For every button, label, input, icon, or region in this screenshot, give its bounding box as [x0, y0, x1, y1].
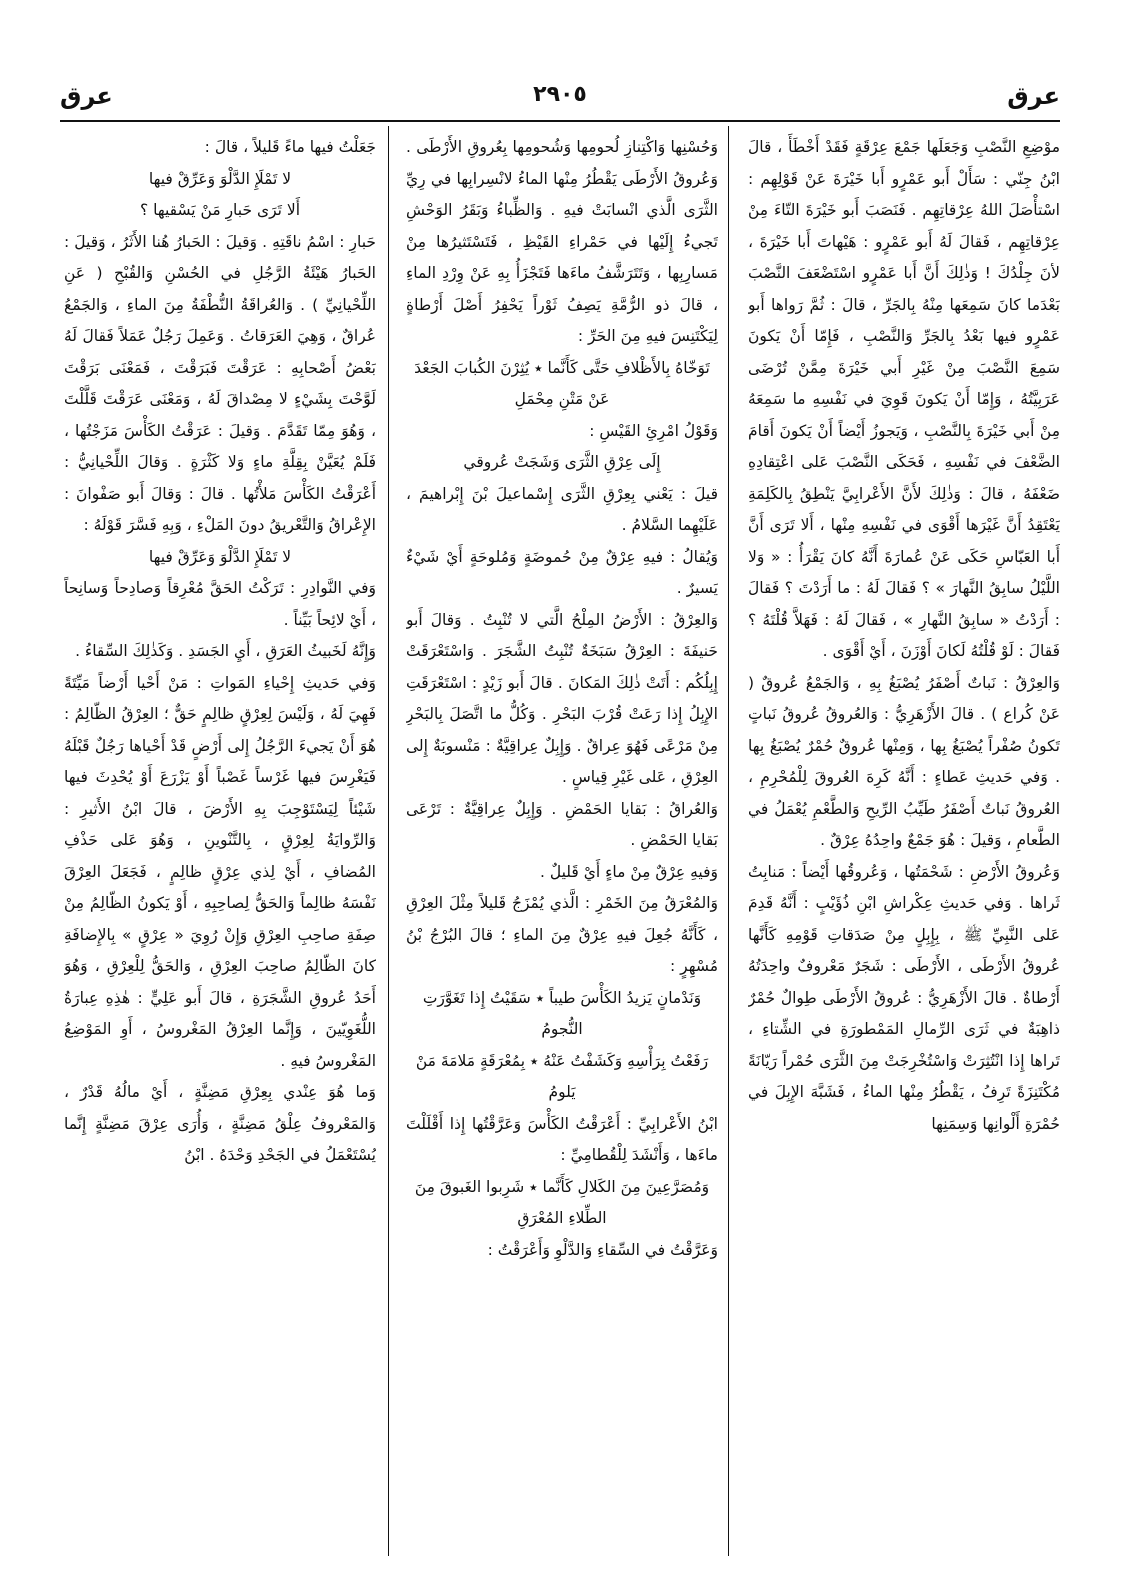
verse-line: رَفَعْتُ بِرَأْسِهِ وَكَشَفْتُ عَنْهُ ٭ بِمُعْرَقَةٍ مَلامَةَ مَنْ يَلومُ: [415, 1051, 709, 1101]
entry-paragraph: جَعَلْتُ فيها ماءً قَليلاً ، قالَ :: [204, 138, 376, 156]
verse-line: إِلَى عِرْقِ الثَّرَى وَشَجَتْ عُروقي: [463, 453, 661, 471]
entry-paragraph: موْضِعِ النَّصْبِ وَجَعَلَها جَمْعَ عِرْقَةٍ فَقَدْ أَخْطَأَ ، قالَ ابْنُ جِنّي : سَأَلْ أَبو عَمْرٍو أَبا خَيْرَةَ عَنْ قَوْلِهِم : اسْتأْصَلَ اللهُ عِرْقاتِهِم . فَنَصَبَ أَبو خَيْرَةَ التّاءَ مِنْ عِرْقاتِهِم ، فَقالَ لَهُ أَبو عَمْرٍو : هَيْهاتَ أَبا خَيْرَةَ ، لأنَ جِلْدُكَ ! وَذٰلِكَ أَنَّ أَبا عَمْرٍو اسْتَضْعَفَ النَّصْبَ بَعْدَما كانَ سَمِعَها مِنْهُ بِالجَرِّ ، قالَ : ثُمَّ رَواها أَبو عَمْرٍو فيها بَعْدُ بِالجَرِّ وَالنَّصْبِ ، فَإِمّا أَنْ يَكونَ سَمِعَ النَّصْبَ مِنْ غَيْرِ أَبي خَيْرَةَ مِمَّنْ تُرْضَى عَرَبِيَّتُهُ ، وَإِمّا أَنْ يَكونَ قَوِيَ في نَفْسِهِ ما سَمِعَهُ مِنْ أَبي خَيْرَةَ بِالنَّصْبِ ، وَيَجوزُ أَيْضاً أَنْ يَكونَ أَقامَ الضَّعْفَ في نَفْسِهِ ، فَحَكَى النَّصْبَ عَلى اعْتِقادِهِ ضَعْفَهُ ، قالَ : وَذٰلِكَ لأَنَّ الأَعْرابِيَّ يَنْطِقُ بِالكَلِمَةِ يَعْتَقِدُ أَنَّ غَيْرَها أَقْوَى في نَفْسِهِ مِنْها ، أَلا تَرَى أَنَّ أَبا العَبّاسِ حَكَى عَنْ عُمارَةَ أَنَّهُ كانَ يَقْرَأُ : « وَلا اللَّيْلُ سابِقُ النَّهارَ » ؟ فَقالَ لَهُ : ما أَرَدْتَ ؟ فَقالَ : أَرَدْتُ « سابِقُ النَّهارِ » ، فَقالَ لَهُ : فَهَلاَّ قُلْتَهُ ؟ فَقالَ : لَوْ قُلْتُهُ لَكانَ أَوْزَنَ ، أَيْ أَقْوَى .: [748, 138, 1060, 660]
verse-line: لا تَمْلَإِ الدَّلْوَ وَعَرِّقْ فيها: [148, 547, 292, 566]
text-column-right: [748, 132, 1060, 1552]
entry-paragraph: وَما هُوَ عِنْدي بِعِرْقِ مَضِنَّةٍ ، أَيْ مالُهُ قَدْرٌ ، وَالمَعْروفُ عِلْقُ مَضِنَّةٍ ، وَأُرَى عِرْقَ مَضِنَّةٍ إِنَّما يُسْتَعْمَلُ في الجَحْدِ وَحْدَهُ . ابْنُ: [64, 1083, 376, 1164]
verse-line: لا تَمْلَإِ الدَّلْوَ وَعَرِّقْ فيها: [148, 169, 292, 188]
header-headword-right: عرق: [1007, 82, 1060, 110]
page-header: [60, 82, 1060, 118]
verse-line: وَنَدْمانٍ يَزيدُ الكَأْسَ طيباً ٭ سَقَيْتُ إِذا تَغَوَّرَتِ النُّجومُ: [422, 988, 702, 1038]
column-divider: [388, 126, 389, 1556]
entry-paragraph: وَالعِرْقُ : نَباتٌ أَصْفَرُ يُصْبَغُ بِهِ ، وَالجَمْعُ عُروقٌ ( عَنْ كُراع ) . قالَ الأَزْهَرِيُّ : وَالعُروقُ عُروقُ نَباتٍ تَكونُ صُفْراً يُصْبَغُ بِها ، وَمِنْها عُروقٌ حُمْرٌ يُصْبَغُ بِها . وَفي حَديثِ عَطاءٍ : أَنَّهُ كَرِهَ العُروقَ لِلْمُحْرِمِ ، العُروقُ نَباتٌ أَصْفَرُ طَيِّبُ الرِّيحِ وَالطَّعْمِ يُعْمَلُ في الطَّعامِ ، وَقيلَ : هُوَ جَمْعٌ واحِدُهُ عِرْقٌ .: [748, 673, 1060, 849]
verse-line: أَلا تَرَى حَبارِ مَنْ يَسْقيها ؟: [139, 201, 301, 219]
entry-paragraph: ابْنُ الأَعْرابِيِّ : أَعْرَقْتُ الكَأْسَ وَعَرَّقْتُها إِذا أَقْلَلْتَ ماءَها ، وَأَنْشَدَ لِلْقُطامِيِّ :: [406, 1114, 718, 1164]
entry-paragraph: وَحُسْنِها وَاكْتِنازِ لُحومِها وَشُحومِها بِعُروقِ الأَرْطَى . وَعُروقُ الأَرْطَى يَقْطُرُ مِنْها الماءُ لانْسِرابِها في رِيِّ الثَّرَى الَّذي انْسابَتْ فيهِ . وَالظِّباءُ وَبَقَرُ الوَحْشِ تَجيءُ إِلَيْها في حَمْراءِ القَيْظِ ، فَتَسْتَثيرُها مِنْ مَسارِبِها ، وَتَتَرَشَّفُ ماءَها فَتَجْزَأُ بِهِ عَنْ وِرْدِ الماءِ ، قالَ ذو الرُّمَّةِ يَصِفُ ثَوْراً يَحْفِرُ أَصْلَ أَرْطاةٍ لِيَكْتَنِسَ فيهِ مِنَ الحَرِّ :: [406, 138, 718, 345]
entry-paragraph: وَعَرَّقْتُ في السِّقاءِ وَالدَّلْوِ وَأَعْرَقْتُ :: [487, 1240, 718, 1259]
verse-line: وَمُصَرَّعِينَ مِنَ الكَلالِ كَأَنَّما ٭ شَرِبوا الغَبوقَ مِنَ الطِّلاءِ المُعْرَقِ: [414, 1177, 710, 1227]
entry-paragraph: وَالعُراقُ : بَقايا الحَمْضِ . وَإِبِلٌ عِراقِيَّةٌ : تَرْعَى بَقايا الحَمْضِ .: [406, 799, 718, 849]
header-headword-left: عرق: [60, 82, 113, 110]
text-column-middle: [406, 132, 718, 1552]
entry-paragraph: وَفي حَديثِ إِحْياءِ المَواتِ : مَنْ أَحْيا أَرْضاً مَيِّتَةً فَهِيَ لَهُ ، وَلَيْسَ لِعِرْقٍ ظالِمٍ حَقٌّ ؛ العِرْقُ الظّالِمُ : هُوَ أَنْ يَجيءَ الرَّجُلُ إِلى أَرْضٍ قَدْ أَحْياها رَجُلٌ قَبْلَهُ فَيَغْرِسَ فيها غَرْساً غَصْباً أَوْ يَزْرَعَ أَوْ يُحْدِثَ فيها شَيْئاً لِيَسْتَوْجِبَ بِهِ الأَرْضَ ، قالَ ابْنُ الأَثيرِ : وَالرِّوايَةُ لِعِرْقٍ ، بِالتَّنْوينِ ، وَهُوَ عَلى حَذْفِ المُضافِ ، أَيْ لِذي عِرْقٍ ظالِمٍ ، فَجَعَلَ العِرْقَ نَفْسَهُ ظالِماً وَالحَقُّ لِصاحِبِهِ ، أَوْ يَكونُ الظّالِمُ مِنْ صِفَةِ صاحِبِ العِرْقِ وَإِنْ رُوِيَ « عِرْقٍ » بِالإِضافَةِ كانَ الظّالِمُ صاحِبَ العِرْقِ ، وَالحَقُّ لِلْعِرْقِ ، وَهُوَ أَحَدُ عُروقِ الشَّجَرَةِ ، قالَ أَبو عَلِيٍّ : هٰذِهِ عِبارَةُ اللُّغَوِيّينَ ، وَإِنَّما العِرْقُ المَغْروسُ ، أَوِ المَوْضِعُ المَغْروسُ فيهِ .: [64, 673, 376, 1070]
column-divider: [728, 126, 729, 1556]
page-number: ٢٩٠٥: [533, 82, 587, 107]
entry-paragraph: وَفيهِ عِرْقٌ مِنْ ماءٍ أَيْ قَليلٌ .: [539, 862, 718, 881]
text-column-left: [64, 132, 376, 1552]
entry-paragraph: وَإِنَّهُ لَخَبيثُ العَرَقِ ، أَيِ الجَسَدِ . وَكَذٰلِكَ السِّقاءُ .: [75, 642, 376, 660]
entry-paragraph: وَعُروقُ الأَرْضِ : شَحْمَتُها ، وَعُروقُها أَيْضاً : مَنابِتُ ثَراها . وَفي حَديثِ عِكْراشِ ابْنِ ذُؤَيْبٍ : أَنَّهُ قَدِمَ عَلى النَّبِيِّ ﷺ ، بِإِبِلٍ مِنْ صَدَقاتِ قَوْمِهِ كَأَنَّها عُروقُ الأَرْطَى ، الأَرْطَى : شَجَرٌ مَعْروفٌ واحِدَتُهُ أَرْطاةٌ . قالَ الأَزْهَرِيُّ : عُروقُ الأَرْطَى طِوالٌ حُمْرٌ ذاهِبَةٌ في ثَرَى الرِّمالِ المَمْطورَةِ في الشِّتاءِ ، تَراها إِذا انْتُثِرَتْ وَاسْتُخْرِجَتْ مِنَ الثَّرَى حُمْراً رَيّانَةً مُكْتَنِزَةً تَرِفُ ، يَقْطُرُ مِنْها الماءُ ، فَشَبَّهَ الإِبِلَ في حُمْرَةِ أَلْوانِها وَسِمَنِها: [748, 862, 1060, 1133]
entry-paragraph: قيلَ : يَعْني بِعِرْقِ الثَّرَى إِسْماعيلَ بْنَ إِبْراهيمَ ، عَلَيْهِما السَّلامُ .: [406, 484, 718, 534]
entry-paragraph: وَفي النَّوادِرِ : تَرَكْتُ الحَقَّ مُعْرِقاً وَصادِحاً وَسانِحاً ، أَيْ لائِحاً بَيِّناً .: [64, 579, 376, 629]
entry-paragraph: حَبارِ : اسْمُ ناقَتِهِ . وَقيلَ : الحَبارُ هُنا الأَثَرُ ، وَقيلَ : الحَبارُ هَيْئَةُ الرَّجُلِ في الحُسْنِ وَالقُبْحِ ( عَنِ اللِّحْيانِيِّ ) . وَالعُراقَةُ النُّطْفَةُ مِنَ الماءِ ، وَالجَمْعُ عُراقٌ ، وَهِيَ العَرَقاتُ . وَعَمِلَ رَجُلٌ عَمَلاً فَقالَ لَهُ بَعْضُ أَصْحابِهِ : عَرَقْتَ فَبَرَقْتَ ، فَمَعْنَى بَرَقْتَ لَوَّحْتَ بِشَيْءٍ لا مِصْداقَ لَهُ ، وَمَعْنَى عَرَقْتَ قَلَّلْتَ ، وَهُوَ مِمّا تَقَدَّمَ . وَقيلَ : عَرَقْتُ الكَأْسَ مَزَجْتُها ، فَلَمْ يُعَيَّنْ بِقِلَّةِ ماءٍ وَلا كَثْرَةٍ . وَقالَ اللِّحْيانِيُّ : أَعْرَقْتُ الكَأْسَ مَلأْتُها . قالَ : وَقالَ أَبو صَفْوانَ : الإِعْراقُ وَالتَّعْريقُ دونَ المَلْءِ ، وَبِهِ فَسَّرَ قَوْلَهُ :: [64, 232, 376, 534]
entry-paragraph: وَيُقالُ : فيهِ عِرْقٌ مِنْ حُموضَةٍ وَمُلوحَةٍ أَيْ شَيْءٌ يَسيرٌ .: [406, 547, 718, 597]
entry-paragraph: وَالعِرْقُ : الأَرْضُ المِلْحُ الَّتي لا تُنْبِتُ . وَقالَ أَبو حَنيفَةَ : العِرْقُ سَبَخَةٌ تُنْبِتُ الشَّجَرَ . وَاسْتَعْرَقَتْ إِبِلُكُم : أَتَتْ ذٰلِكَ المَكانَ . قالَ أَبو زَيْدٍ : اسْتَعْرَقَتِ الإِبِلُ إِذا رَعَتْ قُرْبَ البَحْرِ . وَكُلُّ ما اتَّصَلَ بِالبَحْرِ مِنْ مَرْعًى فَهُوَ عِراقٌ . وَإِبِلٌ عِراقِيَّةٌ : مَنْسوبَةٌ إِلى العِرْقِ ، عَلى غَيْرِ قِياسٍ .: [406, 610, 718, 786]
header-rule: [60, 120, 1060, 122]
entry-paragraph: وَالمُعْرَقُ مِنَ الخَمْرِ : الَّذي يُمْزَجُ قَليلاً مِثْلَ العِرْقِ ، كَأَنَّهُ جُعِلَ فيهِ عِرْقٌ مِنَ الماءِ ؛ قالَ البُرْجُ بْنُ مُسْهِرٍ :: [406, 894, 718, 975]
verse-line: تَوَخّاهُ بِالأَظْلافِ حَتَّى كَأَنَّما ٭ يُثِرْنَ الكُبابَ الجَعْدَ عَنْ مَتْنِ مِحْمَلِ: [414, 358, 710, 408]
entry-paragraph: وَقَوْلُ امْرِئِ القَيْسِ :: [589, 421, 718, 440]
